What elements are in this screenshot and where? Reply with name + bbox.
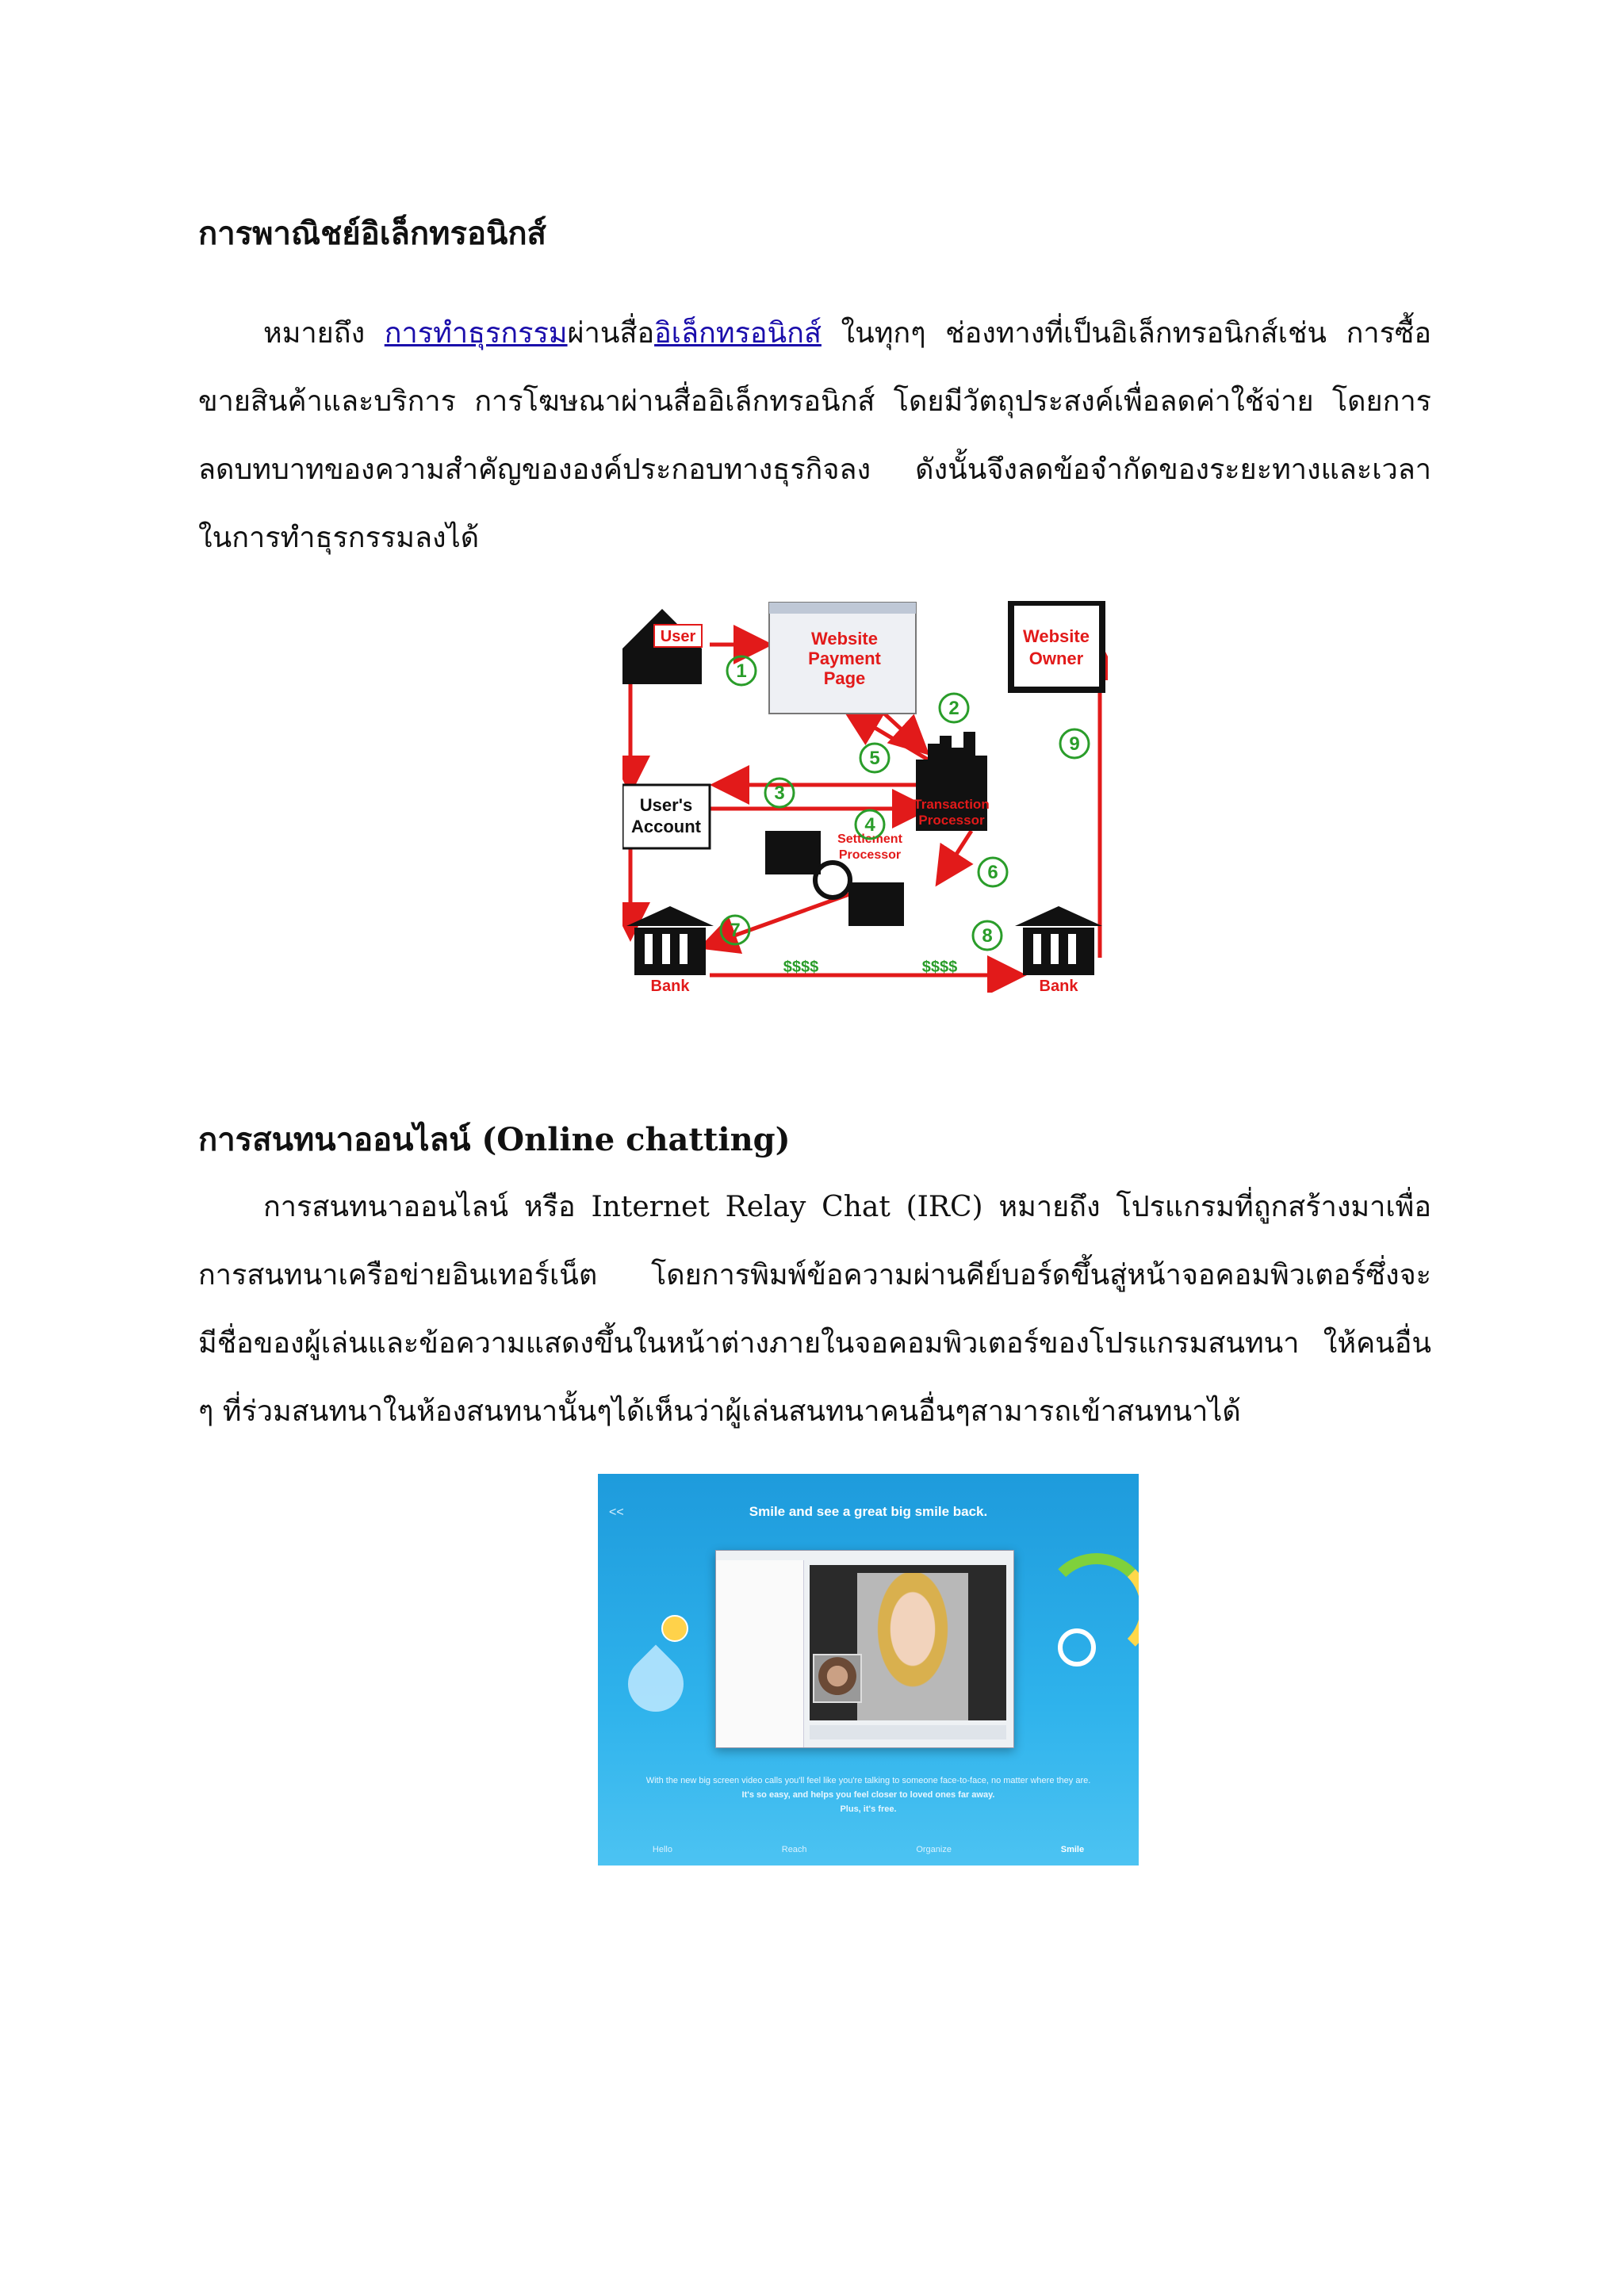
processor-label-2: Processor [918, 813, 985, 828]
step-2 [940, 694, 968, 722]
user-account-folder [622, 785, 710, 848]
website-owner-box [1011, 603, 1102, 690]
payment-page-label-2: Payment [808, 649, 881, 668]
payment-page-label-1: Website [811, 629, 878, 649]
svg-text:3: 3 [774, 783, 785, 804]
contact-list [716, 1560, 804, 1747]
processor-label-1: Transaction [914, 797, 990, 812]
svg-text:7: 7 [730, 920, 741, 941]
owner-label-1: Website [1023, 626, 1090, 646]
screenshot-headline: Smile and see a great big smile back. [749, 1504, 988, 1519]
para1-mid: ผ่านสื่อ [567, 317, 655, 350]
money-label-2: $$$$ [921, 959, 958, 976]
bank-left-label: Bank [650, 978, 690, 993]
step-1 [727, 656, 756, 685]
call-toolbar [810, 1725, 1006, 1739]
app-window [715, 1550, 1014, 1748]
nav-hello: Hello [652, 1845, 672, 1854]
step-6 [979, 858, 1007, 886]
nav-organize: Organize [916, 1845, 952, 1854]
step-8 [973, 921, 1002, 950]
caption-line-1: With the new big screen video calls you'll feel like you're talking to someone face-to-face, no matter where they are. [645, 1776, 1091, 1785]
ring-graphic [1058, 1628, 1096, 1667]
bank-right-label: Bank [1039, 978, 1078, 993]
para2-text: การสนทนาออนไลน์ หรือ Internet Relay Chat (IRC) หมายถึง โปรแกรมที่ถูกสร้างมาเพื่อการสนทนาเครือข่ายอินเทอร์เน็ต โดยการพิมพ์ข้อความผ่านคีย์บอร์ดขึ้นสู่หน้าจอคอมพิวเตอร์ซึ่งจะมีชื่อของผู้เล่นและข้อความแสดงขึ้นในหน้าต่างภายในจอคอมพิวเตอร์ของโปรแกรมสนทนา ให้คนอื่น ๆ ที่ร่วมสนทนาในห้องสนทนานั้นๆได้เห็นว่าผู้เล่นสนทนาคนอื่นๆสามารถเข้าสนทนาได้ [198, 1191, 1431, 1428]
svg-text:2: 2 [948, 698, 959, 719]
owner-label-2: Owner [1028, 649, 1084, 668]
video-call-area [810, 1565, 1006, 1720]
transaction-processor-icon [914, 732, 989, 831]
chat-app-screenshot [598, 1474, 1139, 1866]
caption-line-2: It's so easy, and helps you feel closer to loved ones far away. [741, 1790, 995, 1800]
step-3 [765, 779, 794, 807]
step-4 [856, 810, 884, 839]
nav-smile: Smile [1060, 1845, 1085, 1854]
link-electronics[interactable]: อิเล็กทรอนิกส์ [654, 317, 822, 350]
svg-text:8: 8 [982, 925, 993, 947]
para1-lead: หมายถึง [263, 317, 385, 350]
svg-text:4: 4 [864, 814, 875, 836]
settlement-label-2: Processor [838, 848, 902, 862]
svg-text:6: 6 [987, 862, 998, 883]
caller-video [857, 1573, 968, 1720]
payment-page-box [769, 603, 916, 714]
svg-text:5: 5 [869, 748, 880, 769]
section1-heading: การพาณิชย์อิเล็กทรอนิกส์ [198, 215, 546, 252]
section2-heading: การสนทนาออนไลน์ (Online chatting) [198, 1121, 791, 1158]
step-5 [860, 744, 889, 772]
svg-text:1: 1 [736, 660, 747, 682]
section1-paragraph [198, 300, 1431, 572]
payment-page-label-3: Page [823, 668, 866, 688]
back-icon: << [609, 1506, 624, 1519]
svg-text:9: 9 [1069, 733, 1080, 755]
screenshot-nav [598, 1845, 1139, 1854]
link-transaction[interactable]: การทำธุรกรรม [384, 317, 568, 350]
user-house-icon [622, 609, 702, 684]
bank-right-icon [1015, 906, 1102, 993]
settlement-processor [765, 831, 904, 926]
screenshot-caption [630, 1774, 1107, 1816]
account-label-1: User's [639, 795, 693, 815]
water-drop-graphic [617, 1645, 695, 1724]
step-9 [1060, 729, 1089, 758]
bank-left-icon [626, 906, 714, 993]
para1-rest: ในทุกๆ ช่องทางที่เป็นอิเล็กทรอนิกส์เช่น การซื้อขายสินค้าและบริการ การโฆษณาผ่านสื่ออิเล็กทรอนิกส์ โดยมีวัตถุประสงค์เพื่อลดค่าใช้จ่าย โดยการลดบทบาทของความสำคัญขององค์ประกอบทางธุรกิจลง ดังนั้นจึงลดข้อจำกัดของระยะทางและเวลา ในการทำธุรกรรมลงได้ [198, 317, 1431, 554]
nav-reach: Reach [781, 1845, 807, 1854]
caption-line-3: Plus, it's free. [840, 1804, 897, 1814]
self-view-video [813, 1654, 862, 1703]
section2-paragraph [198, 1173, 1431, 1446]
account-label-2: Account [631, 817, 701, 836]
ecommerce-flow-diagram [622, 601, 1108, 993]
smiley-icon [661, 1615, 688, 1642]
settlement-label-1: Settlement [837, 832, 902, 846]
money-label-1: $$$$ [783, 959, 819, 976]
user-label: User [660, 628, 696, 645]
